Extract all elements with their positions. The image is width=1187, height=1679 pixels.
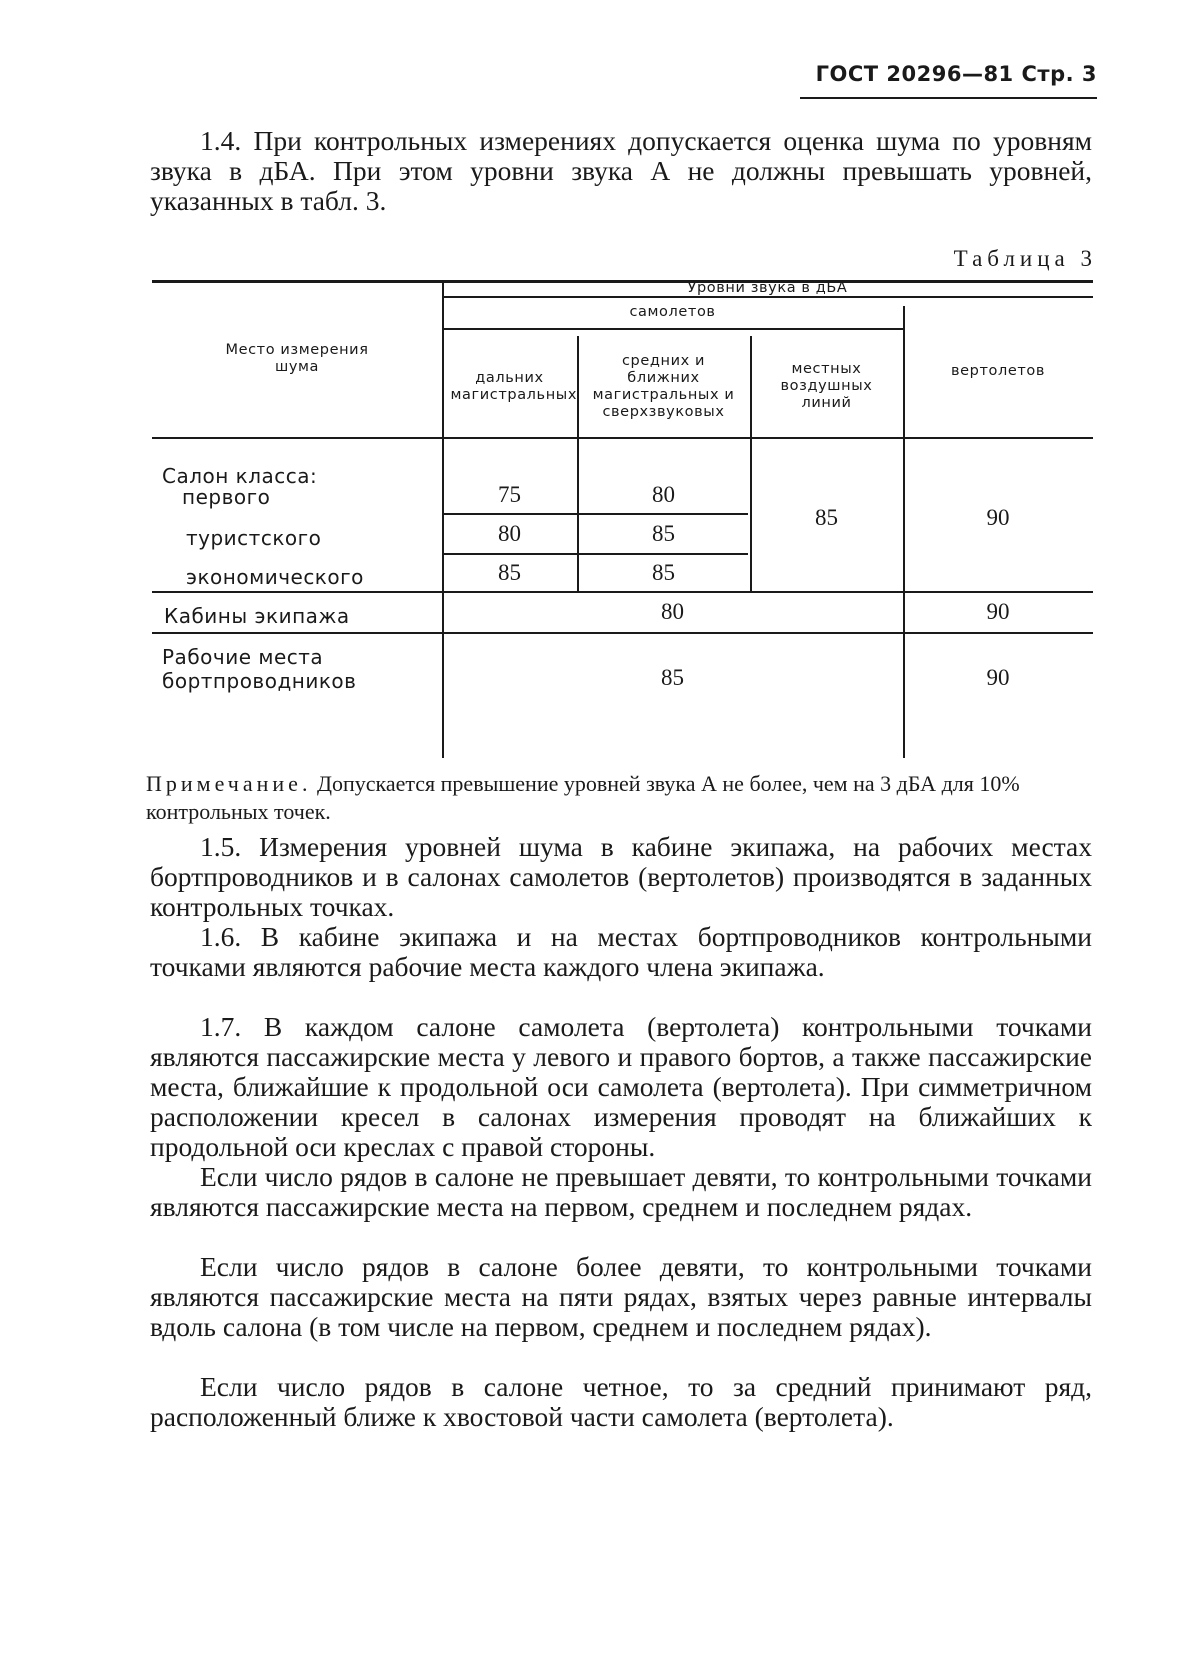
header-aircraft-text: самолетов [629, 303, 716, 320]
header-medium-text: средних и ближних магистральных и сверхзвуковых [592, 352, 735, 420]
paragraph-1-7-a: Если число рядов в салоне не превышает девяти, то контрольными точками являются пассажирские места на первом, среднем и последнем рядах. [150, 1161, 1092, 1222]
paragraph-1-7-c: Если число рядов в салоне четное, то за средний принимают ряд, расположенный ближе к хвостовой части самолета (вертолета). [150, 1371, 1092, 1432]
cell-tourist-medium: 85 [652, 521, 675, 546]
header-local [750, 336, 903, 437]
note-label: Примечание. [146, 771, 312, 796]
noise-levels-table [152, 280, 1093, 758]
row-label-crew: Кабины экипажа [164, 604, 350, 628]
paragraph-1-4: 1.4. При контрольных измерениях допускается оценка шума по уровням звука в дБА. При этом уровни звука А не должны превышать уровней, указанных в табл. 3. [150, 125, 1092, 216]
cell-economy-medium: 85 [652, 560, 675, 585]
header-levels-text: Уровни звука в дБА [687, 279, 848, 296]
cell-attendants-aircraft: 85 [661, 665, 684, 690]
rule-aircraft [442, 328, 903, 330]
table-caption: Таблица 3 [953, 246, 1097, 271]
paragraph-1-5: 1.5. Измерения уровней шума в кабине экипажа, на рабочих местах бортпроводников и в салонах самолетов (вертолетов) производятся в заданных контрольных точках. [150, 831, 1092, 922]
paragraph-1-7: 1.7. В каждом салоне самолета (вертолета) контрольными точками являются пассажирские места у левого и правого бортов, а также пассажирские места, ближайшие к продольной оси самолета (вертолета). При симметричном расположении кресел в салонах измерения проводят на ближайших к продольной оси креслах с правой стороны. [150, 1011, 1092, 1162]
paragraph-1-6: 1.6. В кабине экипажа и на местах бортпроводников контрольными точками являются рабочие места каждого члена экипажа. [150, 921, 1092, 982]
cell-economy-long: 85 [498, 560, 521, 585]
row-label-salon: Салон класса: [162, 464, 318, 488]
header-long [442, 336, 577, 437]
cell-attendants-heli: 90 [986, 665, 1010, 690]
header-rule [800, 97, 1097, 99]
cell-salon-heli: 90 [986, 505, 1010, 530]
header-heli [903, 306, 1093, 437]
note-text: Допускается превышение уровней звука А не более, чем на 3 дБА для 10% контрольных точек. [146, 771, 1020, 824]
cell-crew-heli: 90 [986, 599, 1010, 624]
table-note [146, 770, 1092, 826]
header-place-text: Место измерения шума [225, 341, 369, 375]
header-heli-text: вертолетов [950, 363, 1046, 379]
header-medium [577, 336, 750, 437]
row-label-first: первого [182, 485, 271, 509]
cell-salon-local: 85 [815, 505, 838, 530]
cell-first-medium: 80 [652, 481, 675, 507]
row-label-tourist: туристского [186, 526, 322, 550]
header-local-text: местных воздушных линий [780, 361, 873, 411]
header-levels [442, 280, 1093, 296]
cell-tourist-long: 80 [498, 521, 521, 546]
row-label-economy: экономического [186, 565, 364, 589]
header-long-text: дальних магистральных [450, 369, 577, 403]
row-label-attendants-text: Рабочие места бортпроводников [162, 645, 357, 693]
page-header: ГОСТ 20296—81 Стр. 3 [815, 62, 1097, 86]
paragraph-1-7-b: Если число рядов в салоне более девяти, то контрольными точками являются пассажирские места на пяти рядах, взятых через равные интервалы вдоль салона (в том числе на первом, среднем и последнем рядах). [150, 1251, 1092, 1342]
row-label-attendants [162, 645, 362, 693]
header-aircraft [442, 296, 903, 328]
header-place [152, 280, 442, 437]
cell-first-long: 75 [498, 481, 521, 507]
cell-crew-aircraft: 80 [661, 599, 684, 624]
